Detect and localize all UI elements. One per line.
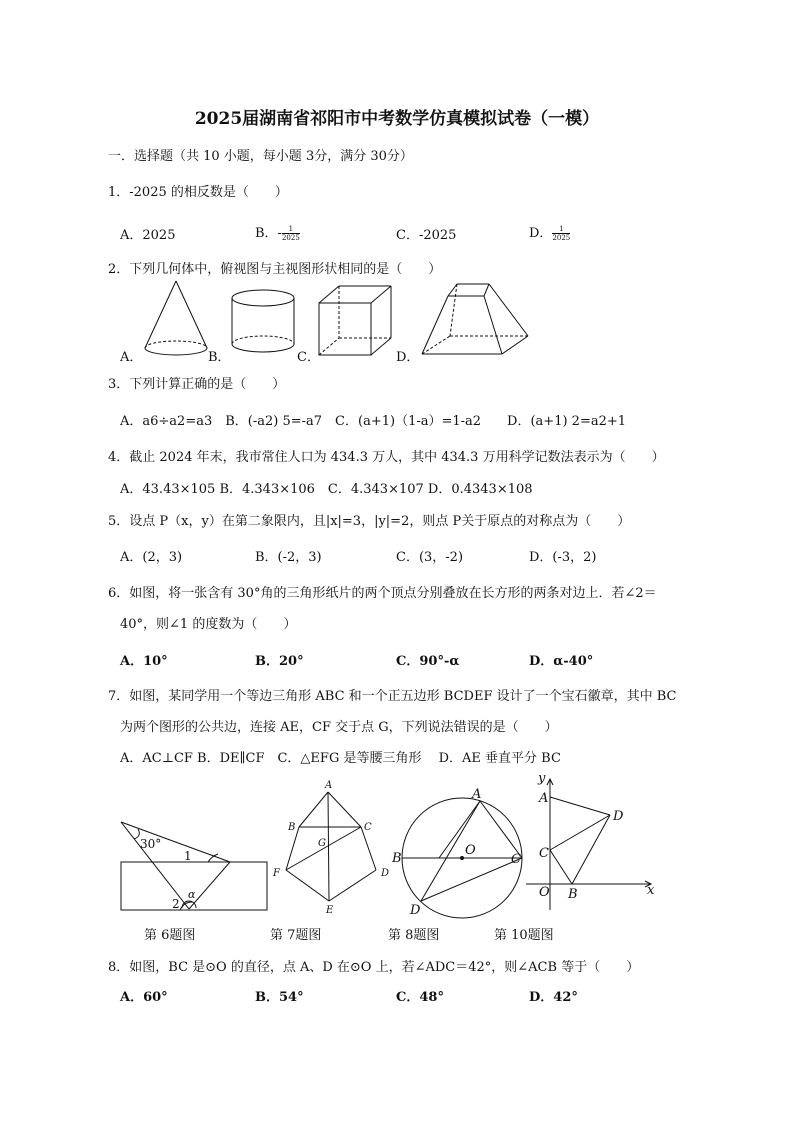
- fig10-label-a: A: [539, 791, 549, 806]
- fig10-label-b: B: [568, 887, 578, 902]
- fig7-label-b: B: [288, 822, 296, 833]
- question-1: 1．-2025 的相反数是（ ）: [108, 185, 288, 200]
- cube-shape: [319, 286, 391, 355]
- q6-option-c: C．90°-α: [396, 654, 460, 669]
- q5-option-c: C．(3，-2): [396, 550, 464, 565]
- fig10-label-y: y: [538, 771, 546, 786]
- fig8-caption: 第 8题图: [388, 928, 440, 943]
- q8-option-d: D．42°: [529, 990, 578, 1005]
- question-3: 3．下列计算正确的是（ ）: [108, 377, 286, 392]
- fig7-label-f: F: [273, 868, 280, 879]
- fig8-label-o: O: [465, 843, 476, 858]
- fig8-label-c: C: [511, 852, 521, 867]
- question-6-line-1: 6．如图，将一张含有 30°角的三角形纸片的两个顶点分别叠放在长方形的两条对边上．若∠2＝: [108, 586, 657, 601]
- fig10-label-d: D: [613, 809, 624, 824]
- q8-option-b: B．54°: [255, 990, 304, 1005]
- q1-option-a: A．2025: [120, 228, 176, 243]
- fig8-label-b: B: [392, 851, 402, 866]
- question-6-line-2: 40°，则∠1 的度数为（ ）: [120, 617, 297, 632]
- question-5: 5．设点 P（x，y）在第二象限内，且|x|=3，|y|=2，则点 P关于原点的对称点为（ ）: [108, 514, 631, 529]
- q6-option-b: B．20°: [255, 654, 304, 669]
- q1-option-c: C．-2025: [396, 228, 457, 243]
- q3-options: A．a6÷a2=a3 B．(-a2) 5=-a7 C．(a+1)（1-a）=1-a2 D．(a+1) 2=a2+1: [120, 414, 627, 429]
- q7-options: A．AC⊥CF B．DE∥CF C．△EFG 是等腰三角形 D．AE 垂直平分 BC: [120, 751, 561, 766]
- q6-option-a: A．10°: [120, 654, 168, 669]
- question-7-line-1: 7．如图，某同学用一个等边三角形 ABC 和一个正五边形 BCDEF 设计了一个宝石徽章，其中 BC: [108, 689, 677, 704]
- figures-row: [110, 770, 670, 920]
- q1-option-d: D． $\frac{1}{2025}$: [529, 225, 571, 242]
- fig8-label-a: A: [472, 787, 482, 802]
- q5-option-a: A．(2，3): [120, 550, 183, 565]
- q1-option-b: B．- $\frac{1}{2025}$: [255, 225, 300, 242]
- fig10-label-c: C: [539, 846, 549, 861]
- q5-option-d: D．(-3，2): [529, 550, 597, 565]
- fig6-label-30: 30°: [140, 837, 162, 851]
- q6-option-d: D．α-40°: [529, 654, 594, 669]
- fig8-label-d: D: [410, 903, 421, 918]
- fig10-label-o: O: [539, 885, 550, 900]
- section-heading: 一．选择题（共 10 小题，每小题 3分，满分 30分）: [108, 149, 413, 164]
- figure-7: [286, 792, 376, 901]
- fig10-caption: 第 10题图: [494, 928, 554, 943]
- fig7-label-g: G: [318, 838, 326, 849]
- q2-option-c: C．: [297, 350, 320, 365]
- fig7-label-e: E: [326, 905, 334, 916]
- q2-option-d: D．: [396, 350, 420, 365]
- fig7-label-a: A: [325, 780, 333, 791]
- q5-option-b: B．(-2，3): [255, 550, 322, 565]
- cylinder-shape: [232, 290, 294, 352]
- question-7-line-2: 为两个图形的公共边，连接 AE，CF 交于点 G，下列说法错误的是（ ）: [120, 720, 558, 735]
- fig6-label-2: 2: [172, 897, 180, 911]
- q8-option-c: C．48°: [396, 990, 444, 1005]
- fig6-label-1: 1: [184, 849, 192, 863]
- fig8-center-dot: [460, 856, 464, 860]
- page-title: 2025届湖南省祁阳市中考数学仿真模拟试卷（一模）: [194, 109, 600, 129]
- question-4: 4．截止 2024 年末，我市常住人口为 434.3 万人，其中 434.3 万用科学记数法表示为（ ）: [108, 450, 665, 465]
- question-2: 2．下列几何体中，俯视图与主视图形状相同的是（ ）: [108, 262, 442, 277]
- fig7-caption: 第 7题图: [270, 928, 322, 943]
- q2-solids-figure: [110, 276, 540, 366]
- fig7-label-c: C: [364, 822, 372, 833]
- fig6-label-alpha: α: [188, 888, 196, 901]
- q2-option-a: A．: [120, 350, 143, 365]
- fig6-caption: 第 6题图: [144, 928, 196, 943]
- fig7-label-d: D: [381, 868, 390, 879]
- q2-option-b: B．: [208, 350, 231, 365]
- q4-options: A．43.43×105 B．4.343×106 C．4.343×107 D．0.4343×108: [120, 482, 533, 497]
- question-8: 8．如图，BC 是⊙O 的直径，点 A、D 在⊙O 上，若∠ADC＝42°，则∠ACB 等于（ ）: [108, 960, 640, 975]
- frustum-shape: [422, 284, 528, 354]
- q8-option-a: A．60°: [120, 990, 168, 1005]
- fig10-label-x: x: [647, 883, 655, 898]
- cone-shape: [145, 281, 207, 355]
